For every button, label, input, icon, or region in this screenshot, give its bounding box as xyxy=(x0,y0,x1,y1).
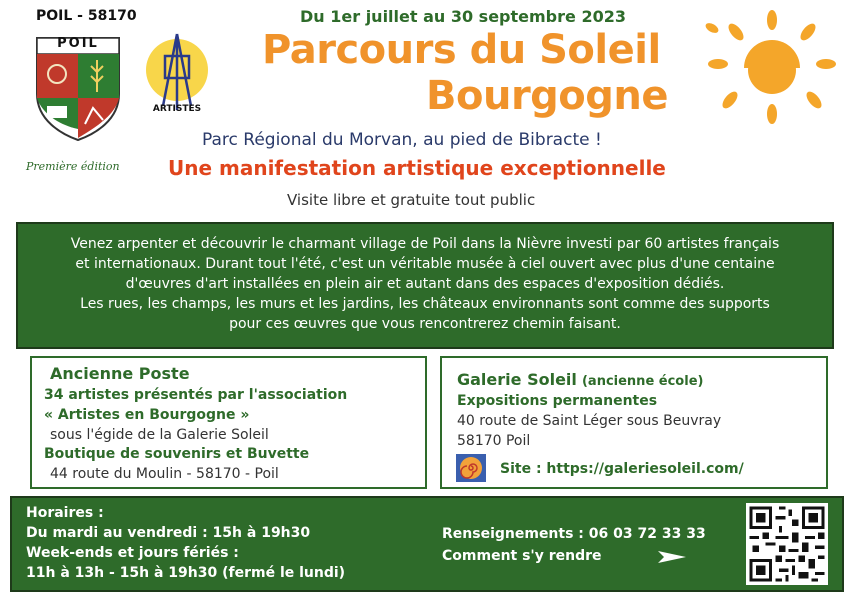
galerie-line: Expositions permanentes xyxy=(457,393,658,409)
ancienne-poste-card xyxy=(30,356,427,489)
visite-info: Visite libre et gratuite tout public xyxy=(287,191,536,209)
ancienne-poste-line: sous l'égide de la Galerie Soleil xyxy=(50,427,269,443)
galerie-title: Galerie Soleil xyxy=(457,370,577,389)
page-title-line1: Parcours du Soleil xyxy=(262,27,661,73)
galerie-title-row xyxy=(457,370,703,389)
galerie-soleil-card xyxy=(440,356,828,489)
horaires-bar xyxy=(10,496,844,592)
intro-line: d'œuvres d'art installées en plein air et autant dans des espaces d'exposition dédiés. xyxy=(125,276,725,292)
artistes-logo-label: ARTISTES xyxy=(152,104,202,114)
shield-label: POIL xyxy=(57,36,99,51)
ancienne-poste-line: Boutique de souvenirs et Buvette xyxy=(44,446,310,462)
galerie-subtitle: (ancienne école) xyxy=(581,374,704,389)
arrow-right-icon[interactable] xyxy=(658,548,686,566)
poil-code: POIL - 58170 xyxy=(36,8,137,24)
ancienne-poste-title: Ancienne Poste xyxy=(50,364,190,383)
intro-line: Venez arpenter et découvrir le charmant village de Poil dans la Nièvre investi par 60 artistes français xyxy=(70,236,780,252)
qr-code-icon[interactable] xyxy=(746,503,828,585)
ancienne-poste-line: 34 artistes présentés par l'association xyxy=(44,387,348,403)
manifestation-heading: Une manifestation artistique exceptionnelle xyxy=(168,156,666,180)
horaires-line: Week-ends et jours fériés : xyxy=(26,545,239,561)
spiral-icon xyxy=(456,454,486,482)
date-line: Du 1er juillet au 30 septembre 2023 xyxy=(300,7,626,26)
galerie-site-link[interactable]: Site : https://galeriesoleil.com/ xyxy=(500,461,744,477)
intro-line: pour ces œuvres que vous rencontrerez chemin faisant. xyxy=(229,316,621,332)
renseignements-phone: Renseignements : 06 03 72 33 33 xyxy=(442,526,706,542)
galerie-address: 40 route de Saint Léger sous Beuvray xyxy=(457,413,722,429)
horaires-line: Du mardi au vendredi : 15h à 19h30 xyxy=(26,525,311,541)
intro-box xyxy=(16,222,834,349)
ancienne-poste-line: « Artistes en Bourgogne » xyxy=(44,407,250,423)
premiere-edition: Première édition xyxy=(26,160,120,173)
page-title-line2: Bourgogne xyxy=(426,73,669,119)
parc-subtitle: Parc Régional du Morvan, au pied de Bibracte ! xyxy=(202,130,602,150)
comment-sy-rendre-link[interactable]: Comment s'y rendre xyxy=(442,548,602,564)
intro-line: Les rues, les champs, les murs et les jardins, les châteaux environnants sont comme des supports xyxy=(80,296,770,312)
horaires-title: Horaires : xyxy=(26,505,104,521)
intro-line: et internationaux. Durant tout l'été, c'est un véritable musée à ciel ouvert avec plus d'une centaine xyxy=(75,256,775,272)
sun-icon xyxy=(704,8,844,128)
galerie-postcode: 58170 Poil xyxy=(457,433,531,449)
ancienne-poste-address: 44 route du Moulin - 58170 - Poil xyxy=(50,466,279,482)
horaires-line: 11h à 13h - 15h à 19h30 (fermé le lundi) xyxy=(26,565,346,581)
